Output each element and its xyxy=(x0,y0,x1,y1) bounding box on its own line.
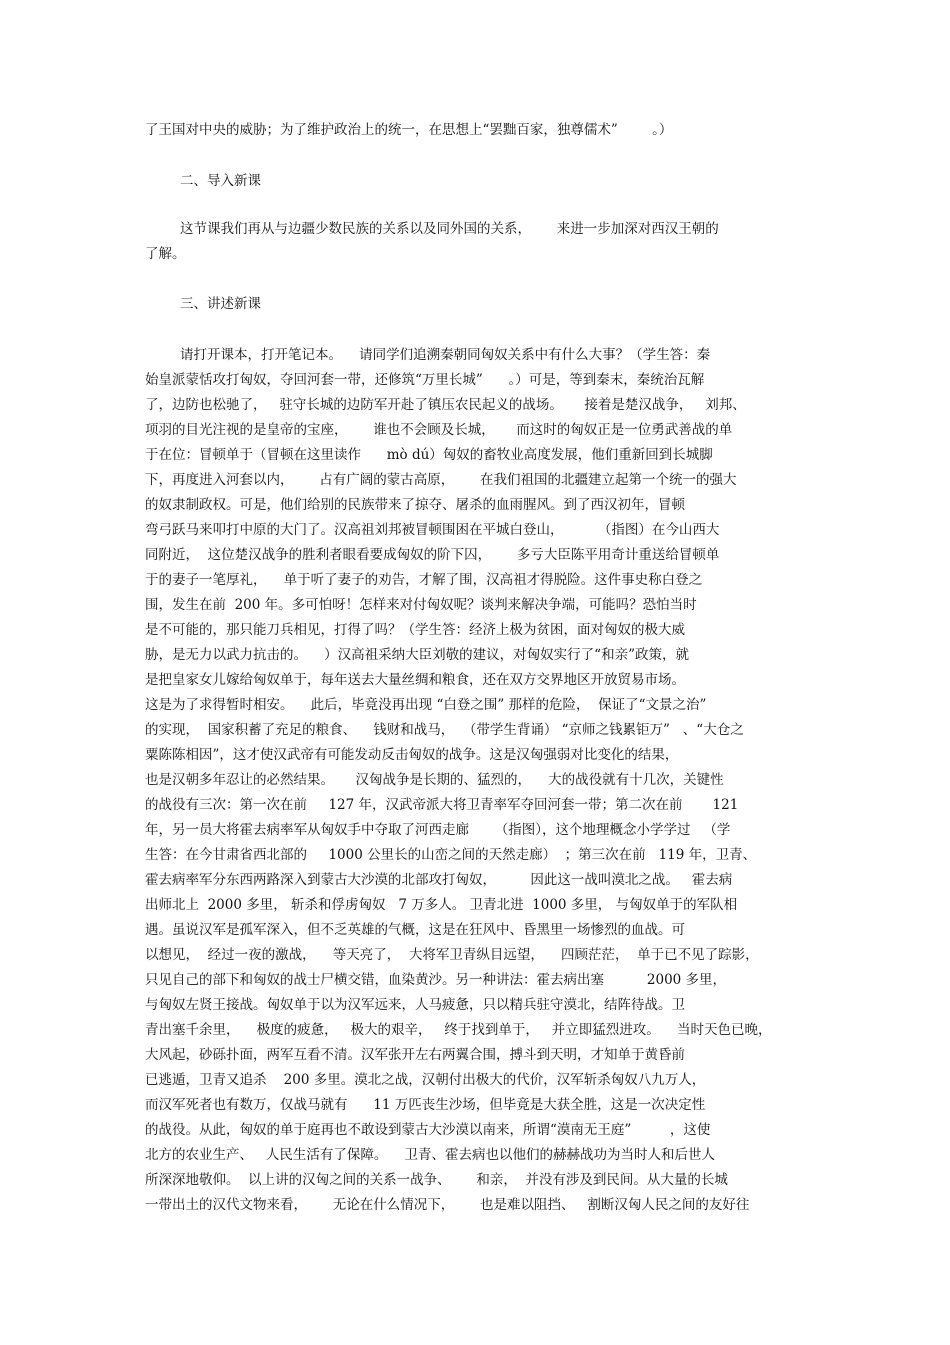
paragraph-line: 遇。虽说汉军是孤军深入，但不乏英雄的气概，这是在狂风中、昏黑里一场惨烈的血战。可 xyxy=(145,922,685,938)
paragraph-line: 出师北上 2000 多里， 斩杀和俘虏匈奴 7 万多人。 卫青北进 1000 多里， 与匈奴单于的军队相 xyxy=(145,897,738,913)
paragraph-line: 大风起，砂砾扑面，两军互看不清。汉军张开左右两翼合围，搏斗到天明，才知单于黄昏前 xyxy=(145,1047,685,1063)
paragraph-line: 的战役有三次：第一次在前 127 年，汉武帝派大将卫青率军夺回河套一带；第二次在前 121 xyxy=(145,797,739,813)
paragraph-line: 了解。 xyxy=(145,246,186,262)
paragraph-line: 下，再度进入河套以内， 占有广阔的蒙古高原， 在我们祖国的北疆建立起第一个统一的强大 xyxy=(145,472,737,488)
paragraph-line: 这节课我们再从与边疆少数民族的关系以及同外国的关系， 来进一步加深对西汉王朝的 xyxy=(180,221,719,237)
section-heading-lecture: 三、讲述新课 xyxy=(180,296,261,312)
paragraph-line: 而汉军死者也有数万，仅战马就有 11 万匹丧生沙场，但毕竟是大获全胜，这是一次决定性 xyxy=(145,1097,706,1113)
paragraph-line: 请打开课本，打开笔记本。 请同学们追溯秦朝同匈奴关系中有什么大事？（学生答：秦 xyxy=(180,347,711,363)
paragraph-line: 围，发生在前 200 年。多可怕呀！怎样来对付匈奴呢？谈判来解决争端，可能吗？恐怕当时 xyxy=(145,597,697,613)
paragraph-line: 弯弓跃马来叩打中原的大门了。汉高祖刘邦被冒顿围困在平城白登山， （指图）在今山西大 xyxy=(145,522,720,538)
paragraph-line: 是把皇家女儿嫁给匈奴单于，每年送去大量丝绸和粮食，还在双方交界地区开放贸易市场。 xyxy=(145,672,685,688)
intro-line: 了王国对中央的威胁；为了维护政治上的统一，在思想上“罢黜百家，独尊儒术” 。） xyxy=(145,122,673,138)
paragraph-line: 只见自己的部下和匈奴的战士尸横交错，血染黄沙。另一种讲法：霍去病出塞 2000 多里， xyxy=(145,972,727,988)
section-heading-import: 二、导入新课 xyxy=(180,173,261,189)
paragraph-line: 所深深地敬仰。 以上讲的汉匈之间的关系一战争、 和亲， 并没有涉及到民间。从大量的长城 xyxy=(145,1172,728,1188)
paragraph-line: 北方的农业生产、 人民生活有了保障。 卫青、霍去病也以他们的赫赫战功为当时人和后世人 xyxy=(145,1147,716,1163)
paragraph-line: 与匈奴左贤王接战。匈奴单于以为汉军远来，人马疲惫，只以精兵驻守漠北，结阵待战。卫 xyxy=(145,997,685,1013)
paragraph-line: 于的妻子一笔厚礼， 单于听了妻子的劝告，才解了围，汉高祖才得脱险。这件事史称白登之 xyxy=(145,572,703,588)
paragraph-line: 一带出土的汉代文物来看， 无论在什么情况下， 也是难以阻挡、 割断汉匈人民之间的友好往 xyxy=(145,1197,750,1213)
paragraph-line: 同附近， 这位楚汉战争的胜利者眼看要成匈奴的阶下囚， 多亏大臣陈平用奇计重送给冒顿单 xyxy=(145,547,720,563)
paragraph-line: 于在位：冒顿单于（冒顿在这里读作 mò dú）匈奴的畜牧业高度发展，他们重新回到长城脚 xyxy=(145,447,713,463)
paragraph-line: 胁，是无力以武力抗击的。 ）汉高祖采纳大臣刘敬的建议，对匈奴实行了“和亲”政策，就 xyxy=(145,647,689,663)
paragraph-line: 项羽的目光注视的是皇帝的宝座， 谁也不会顾及长城， 而这时的匈奴正是一位勇武善战的单 xyxy=(145,422,733,438)
paragraph-line: 青出塞千余里， 极度的疲惫， 极大的艰辛， 终于找到单于， 并立即猛烈进攻。 当时天色已晚， xyxy=(145,1022,772,1038)
paragraph-line: 年，另一员大将霍去病率军从匈奴手中夺取了河西走廊 （指图），这个地理概念小学学过 （学 xyxy=(145,822,731,838)
paragraph-line: 霍去病率军分东西两路深入到蒙古大沙漠的北部攻打匈奴， 因此这一战叫漠北之战。 霍去病 xyxy=(145,872,733,888)
paragraph-line: 这是为了求得暂时相安。 此后，毕竟没再出现 “白登之围” 那样的危险， 保证了“文景之治” xyxy=(145,697,707,713)
paragraph-line: 的奴隶制政权。可是，他们给别的民族带来了掠夺、屠杀的血雨腥风。到了西汉初年，冒顿 xyxy=(145,497,685,513)
paragraph-line: 的实现， 国家积蓄了充足的粮食、 钱财和战马， （带学生背诵） “京师之钱累钜万” 、“大仓之 xyxy=(145,722,744,738)
paragraph-line: 的战役。从此，匈奴的单于庭再也不敢设到蒙古大沙漠以南来，所谓“漠南无王庭” ，这使 xyxy=(145,1122,711,1138)
paragraph-line: 已逃遁，卫青又追杀 200 多里。漠北之战，汉朝付出极大的代价，汉军斩杀匈奴八九万人， xyxy=(145,1072,706,1088)
paragraph-line: 生答：在今甘肃省西北部的 1000 公里长的山峦之间的天然走廊） ；第三次在前 119 年，卫青、 xyxy=(145,847,757,863)
paragraph-line: 始皇派蒙恬攻打匈奴，夺回河套一带，还修筑“万里长城” 。）可是，等到秦末，秦统治瓦解 xyxy=(145,372,705,388)
paragraph-line: 以想见， 经过一夜的激战， 等天亮了， 大将军卫青纵目远望， 四顾茫茫， 单于已不见了踪影， xyxy=(145,947,759,963)
paragraph-line: 粟陈陈相因”，这才使汉武帝有可能发动反击匈奴的战争。这是汉匈强弱对比变化的结果， xyxy=(145,747,679,763)
paragraph-line: 了，边防也松驰了， 驻守长城的边防军开赴了镇压农民起义的战场。 接着是楚汉战争， 刘邦、 xyxy=(145,397,746,413)
paragraph-line: 也是汉朝多年忍让的必然结果。 汉匈战争是长期的、猛烈的， 大的战役就有十几次，关键性 xyxy=(145,772,724,788)
paragraph-line: 是不可能的，那只能刀兵相见，打得了吗？（学生答：经济上极为贫困，面对匈奴的极大威 xyxy=(145,622,685,638)
